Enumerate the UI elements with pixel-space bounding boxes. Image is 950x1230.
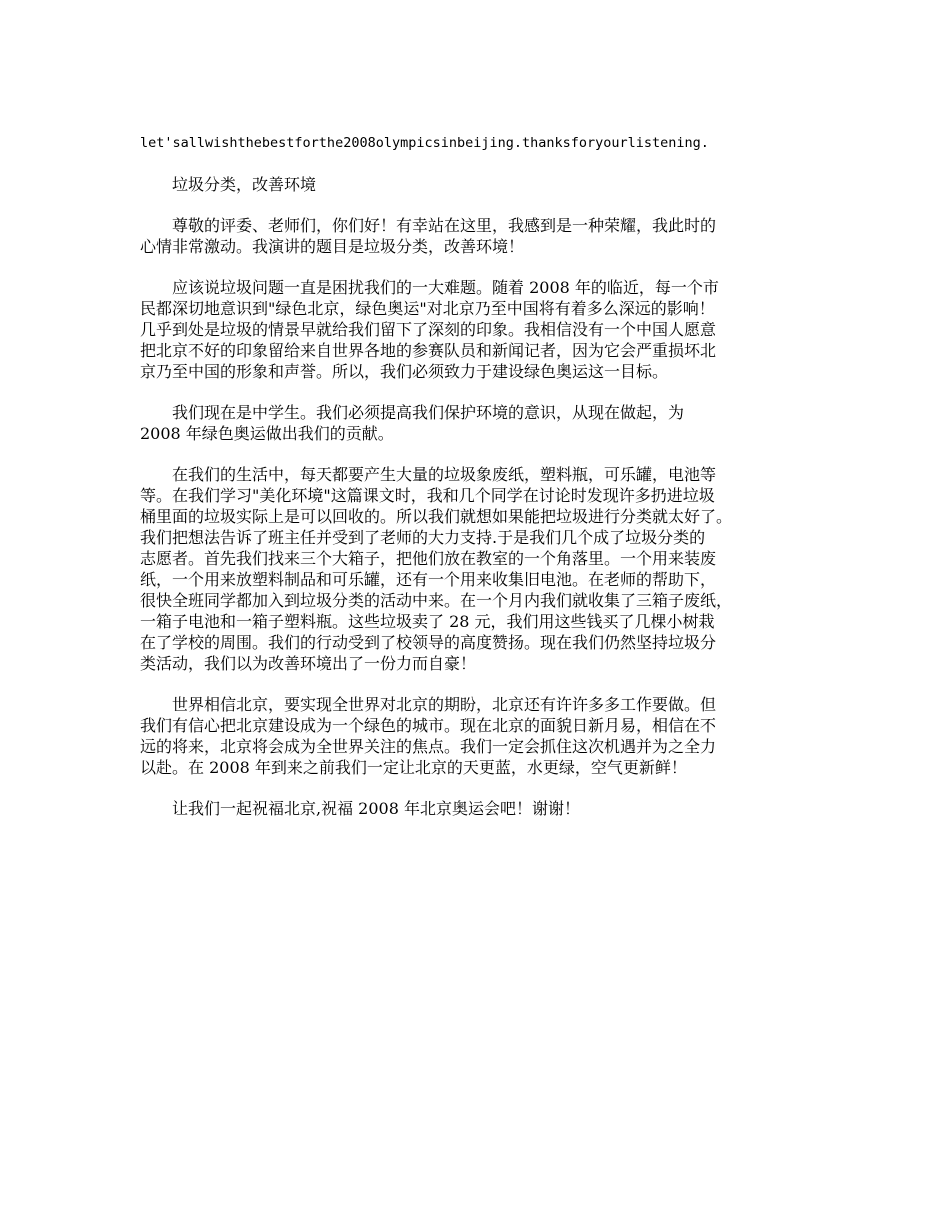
text-line: 纸，一个用来放塑料制品和可乐罐，还有一个用来收集旧电池。在老师的帮助下， [140, 570, 717, 589]
text-line: 在了学校的周围。我们的行动受到了校领导的高度赞扬。现在我们仍然坚持垃圾分 [140, 633, 717, 652]
paragraph-greeting [140, 215, 830, 257]
text-line: 等。在我们学习"美化环境"这篇课文时，我和几个同学在讨论时发现许多扔进垃圾 [140, 486, 715, 505]
paragraph-gap [140, 257, 830, 277]
paragraph-closing [140, 798, 830, 819]
paragraph-problem [140, 277, 830, 382]
text-line: 垃圾分类，改善环境 [140, 175, 317, 194]
text-line: 让我们一起祝福北京,祝福 2008 年北京奥运会吧！谢谢！ [140, 799, 580, 818]
text-line: 心情非常激动。我演讲的题目是垃圾分类，改善环境！ [140, 237, 525, 256]
paragraph-students [140, 402, 830, 444]
paragraph-gap [140, 195, 830, 215]
text-line: 应该说垃圾问题一直是困扰我们的一大难题。随着 2008 年的临近，每一个市 [140, 278, 719, 297]
text-line: 尊敬的评委、老师们，你们好！有幸站在这里，我感到是一种荣耀，我此时的 [140, 216, 717, 235]
paragraph-activity [140, 464, 830, 674]
paragraph-gap [140, 778, 830, 798]
text-line: 2008 年绿色奥运做出我们的贡献。 [140, 424, 394, 443]
text-line: 几乎到处是垃圾的情景早就给我们留下了深刻的印象。我相信没有一个中国人愿意 [140, 320, 717, 339]
text-line: 类活动，我们以为改善环境出了一份力而自豪！ [140, 654, 477, 673]
text-line: 桶里面的垃圾实际上是可以回收的。所以我们就想如果能把垃圾进行分类就太好了。 [140, 507, 733, 526]
text-line: 我们把想法告诉了班主任并受到了老师的大力支持.于是我们几个成了垃圾分类的 [140, 528, 706, 547]
english-closing-line: let'sallwishthebestforthe2008olympicsinbeijing.thanksforyourlistening. [140, 135, 709, 151]
paragraph-gap [140, 674, 830, 694]
document-page [140, 132, 830, 819]
text-line: 京乃至中国的形象和声誉。所以，我们必须致力于建设绿色奥运这一目标。 [140, 362, 669, 381]
text-line: 志愿者。首先我们找来三个大箱子，把他们放在教室的一个角落里。一个用来装废 [140, 549, 717, 568]
text-line: 把北京不好的印象留给来自世界各地的参赛队员和新闻记者，因为它会严重损坏北 [140, 341, 717, 360]
text-line: 我们现在是中学生。我们必须提高我们保护环境的意识，从现在做起，为 [140, 403, 685, 422]
text-line: 世界相信北京，要实现全世界对北京的期盼，北京还有许许多多工作要做。但 [140, 695, 717, 714]
text-line: 以赴。在 2008 年到来之前我们一定让北京的天更蓝，水更绿，空气更新鲜！ [140, 758, 687, 777]
text-line: 一箱子电池和一箱子塑料瓶。这些垃圾卖了 28 元，我们用这些钱买了几棵小树栽 [140, 612, 715, 631]
speech-title [140, 174, 830, 195]
text-line: 很快全班同学都加入到垃圾分类的活动中来。在一个月内我们就收集了三箱子废纸， [140, 591, 733, 610]
paragraph-gap [140, 444, 830, 464]
text-line: 我们有信心把北京建设成为一个绿色的城市。现在北京的面貌日新月易，相信在不 [140, 716, 717, 735]
paragraph-world [140, 694, 830, 778]
text-line: 远的将来，北京将会成为全世界关注的焦点。我们一定会抓住这次机遇并为之全力 [140, 737, 717, 756]
paragraph-gap [140, 382, 830, 402]
paragraph-gap [140, 154, 830, 174]
text-line: 在我们的生活中，每天都要产生大量的垃圾象废纸，塑料瓶，可乐罐，电池等 [140, 465, 717, 484]
text-line: 民都深切地意识到"绿色北京，绿色奥运"对北京乃至中国将有着多么深远的影响！ [140, 299, 715, 318]
